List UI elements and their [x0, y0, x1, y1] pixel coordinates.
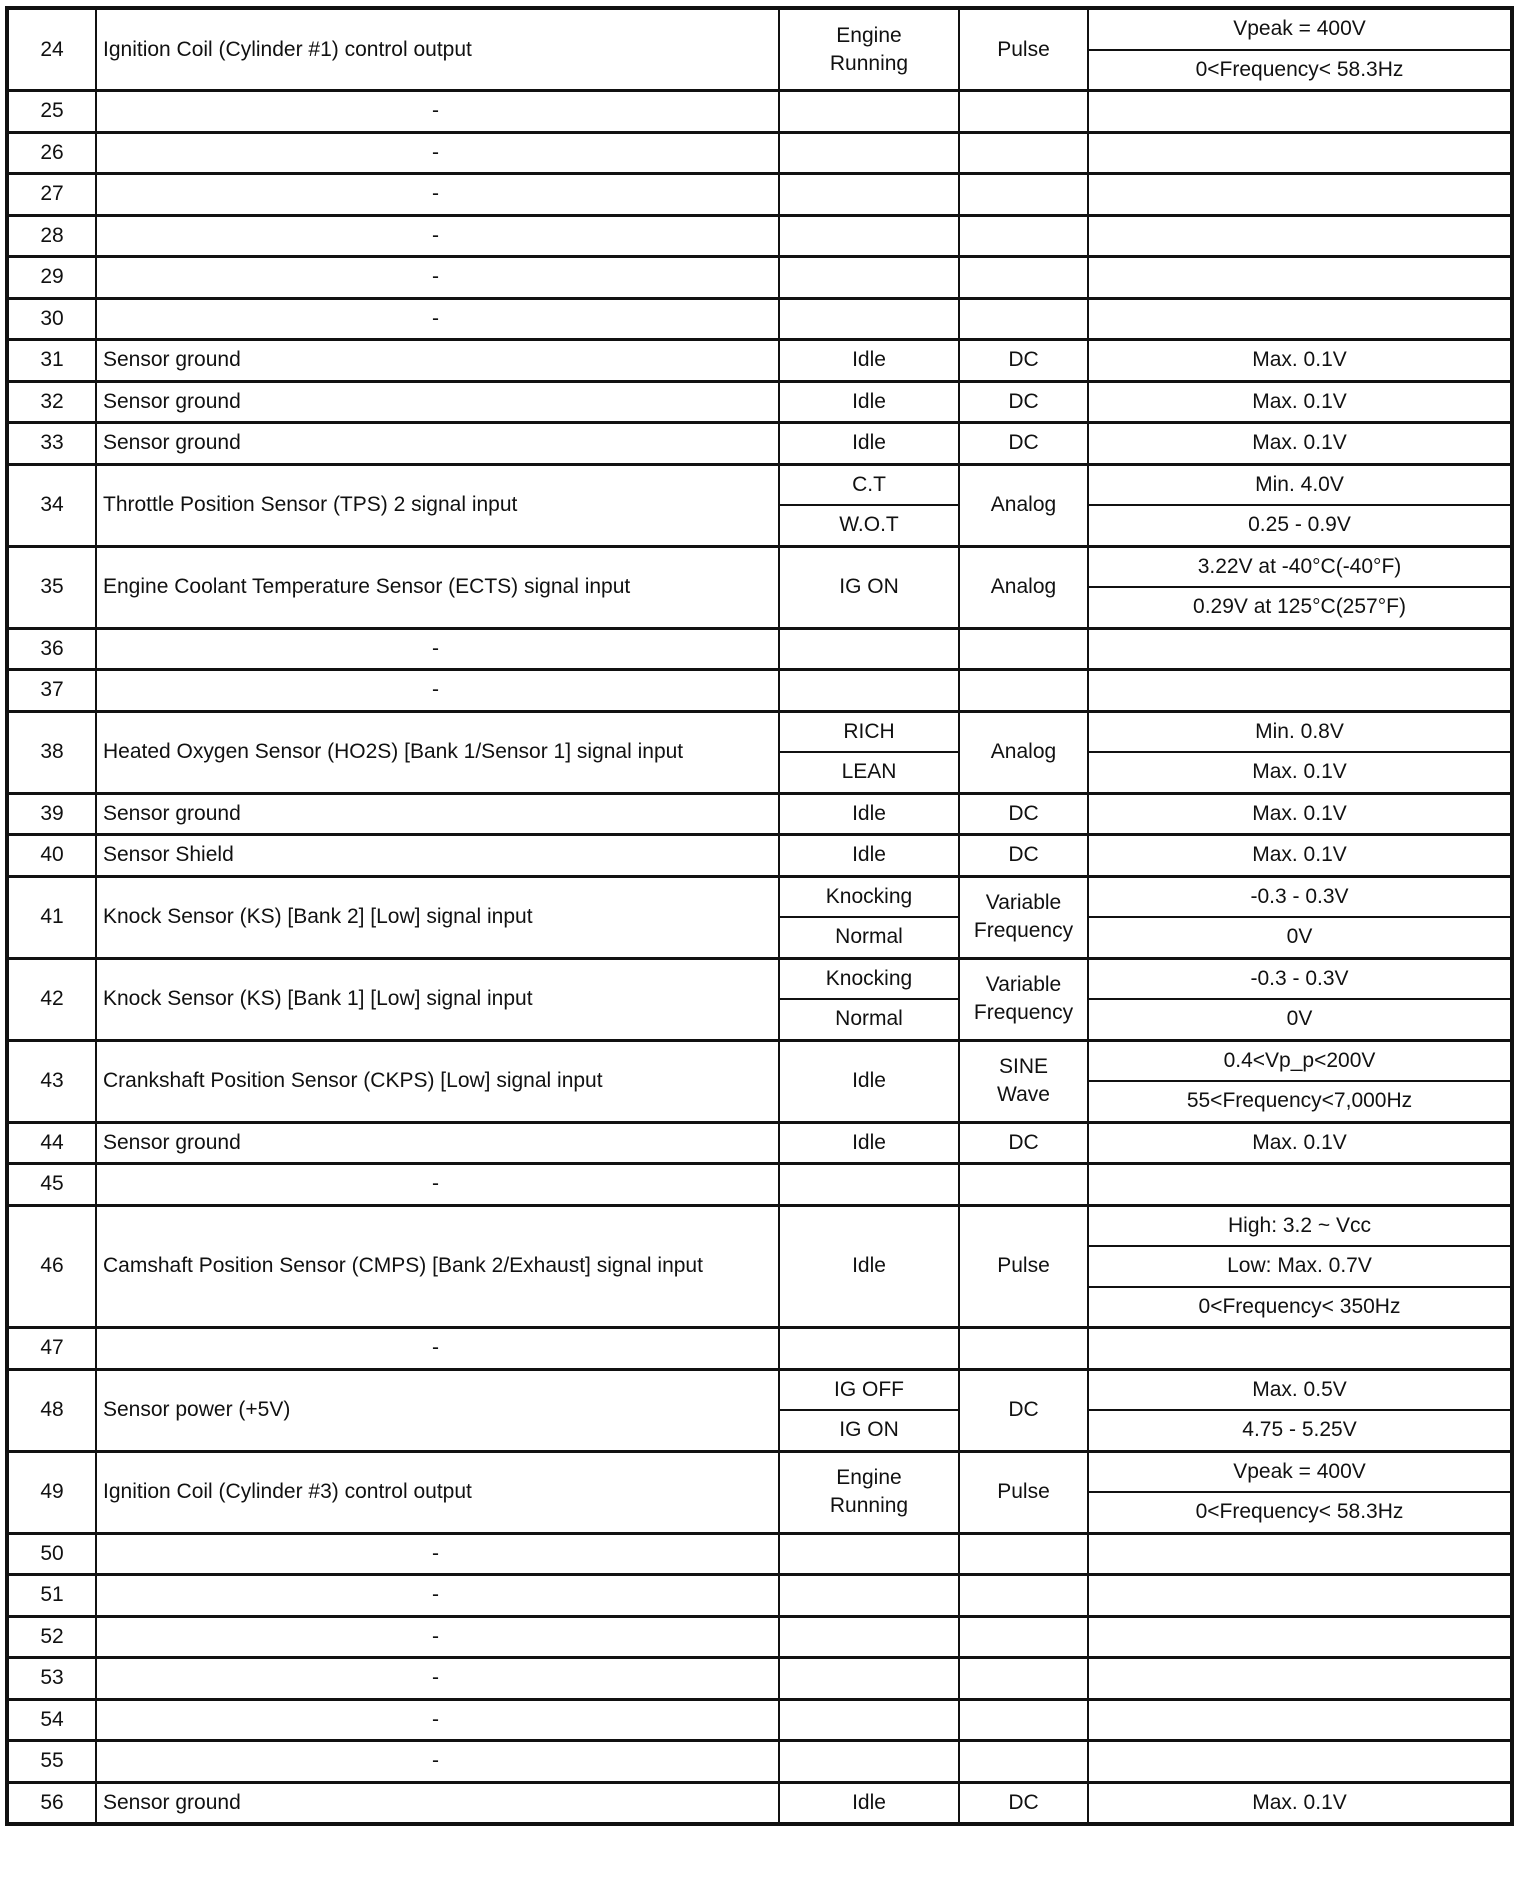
signal-type: DC [959, 1122, 1088, 1164]
pin-number: 38 [7, 711, 96, 793]
signal-level: Max. 0.1V [1088, 793, 1512, 835]
signal-level: 0<Frequency< 58.3Hz [1088, 1492, 1512, 1533]
signal-type [959, 628, 1088, 670]
pin-number: 36 [7, 628, 96, 670]
table-row [7, 91, 1512, 133]
table-row [7, 876, 1512, 917]
signal-type [959, 1741, 1088, 1783]
signal-type [959, 1164, 1088, 1206]
signal-type [959, 257, 1088, 299]
signal-type: DC [959, 835, 1088, 877]
signal-type [959, 174, 1088, 216]
condition [779, 1658, 959, 1700]
signal-level: Max. 0.1V [1088, 381, 1512, 423]
signal-type [959, 670, 1088, 712]
signal-type: DC [959, 793, 1088, 835]
condition [779, 1616, 959, 1658]
pin-number: 31 [7, 340, 96, 382]
table-row [7, 1782, 1512, 1824]
pin-description: - [96, 1328, 779, 1370]
table-row [7, 1616, 1512, 1658]
signal-type: Variable Frequency [959, 876, 1088, 958]
condition: Idle [779, 1205, 959, 1328]
pin-description: - [96, 628, 779, 670]
signal-type [959, 1616, 1088, 1658]
pin-description: - [96, 91, 779, 133]
table-row [7, 1699, 1512, 1741]
signal-type: Analog [959, 464, 1088, 546]
pin-description: Crankshaft Position Sensor (CKPS) [Low] signal input [96, 1040, 779, 1122]
condition [779, 1575, 959, 1617]
signal-level: Min. 4.0V [1088, 464, 1512, 505]
signal-level: High: 3.2 ~ Vcc [1088, 1205, 1512, 1246]
table-body [7, 8, 1512, 1824]
signal-type [959, 1533, 1088, 1575]
pin-description: - [96, 1741, 779, 1783]
signal-level: -0.3 - 0.3V [1088, 876, 1512, 917]
condition: Idle [779, 1040, 959, 1122]
signal-level [1088, 298, 1512, 340]
condition: Engine Running [779, 1451, 959, 1533]
pin-description: Knock Sensor (KS) [Bank 2] [Low] signal input [96, 876, 779, 958]
condition: Idle [779, 835, 959, 877]
signal-type [959, 1575, 1088, 1617]
table-row [7, 298, 1512, 340]
pin-description: Engine Coolant Temperature Sensor (ECTS) signal input [96, 546, 779, 628]
pin-description: Sensor ground [96, 381, 779, 423]
pin-description: Sensor ground [96, 340, 779, 382]
pin-description: - [96, 257, 779, 299]
condition [779, 1533, 959, 1575]
condition: Idle [779, 1122, 959, 1164]
condition: W.O.T [779, 505, 959, 546]
pin-description: Heated Oxygen Sensor (HO2S) [Bank 1/Sensor 1] signal input [96, 711, 779, 793]
condition: Idle [779, 1782, 959, 1824]
table-row [7, 958, 1512, 999]
table-row [7, 793, 1512, 835]
signal-type [959, 298, 1088, 340]
pin-signal-table [5, 6, 1514, 1826]
condition [779, 628, 959, 670]
signal-type [959, 91, 1088, 133]
condition [779, 1699, 959, 1741]
pin-number: 39 [7, 793, 96, 835]
signal-level: 0.25 - 0.9V [1088, 505, 1512, 546]
pin-description: Ignition Coil (Cylinder #1) control output [96, 8, 779, 91]
signal-level [1088, 257, 1512, 299]
condition: IG OFF [779, 1369, 959, 1410]
pin-number: 49 [7, 1451, 96, 1533]
condition: IG ON [779, 546, 959, 628]
table-row [7, 1658, 1512, 1700]
pin-number: 34 [7, 464, 96, 546]
table-row [7, 381, 1512, 423]
pin-number: 41 [7, 876, 96, 958]
signal-level: Max. 0.1V [1088, 1122, 1512, 1164]
signal-level: 55<Frequency<7,000Hz [1088, 1081, 1512, 1122]
table-row [7, 628, 1512, 670]
signal-level [1088, 1699, 1512, 1741]
pin-description: Throttle Position Sensor (TPS) 2 signal input [96, 464, 779, 546]
signal-type: DC [959, 1369, 1088, 1451]
signal-type: Analog [959, 546, 1088, 628]
signal-type: DC [959, 1782, 1088, 1824]
pin-description: - [96, 298, 779, 340]
condition: Normal [779, 917, 959, 958]
pin-number: 48 [7, 1369, 96, 1451]
signal-level: Vpeak = 400V [1088, 8, 1512, 50]
pin-number: 40 [7, 835, 96, 877]
table-row [7, 670, 1512, 712]
table-row [7, 1164, 1512, 1206]
pin-description: Sensor power (+5V) [96, 1369, 779, 1451]
table-row [7, 215, 1512, 257]
signal-type: Pulse [959, 8, 1088, 91]
signal-type: DC [959, 381, 1088, 423]
table-row [7, 340, 1512, 382]
condition: IG ON [779, 1410, 959, 1451]
signal-level [1088, 174, 1512, 216]
pin-number: 45 [7, 1164, 96, 1206]
pin-description: - [96, 1164, 779, 1206]
signal-level [1088, 91, 1512, 133]
signal-level: 0V [1088, 917, 1512, 958]
table-row [7, 835, 1512, 877]
table-row [7, 1451, 1512, 1492]
signal-type [959, 1658, 1088, 1700]
signal-level [1088, 628, 1512, 670]
table-row [7, 8, 1512, 50]
signal-type: Analog [959, 711, 1088, 793]
signal-type [959, 215, 1088, 257]
condition: Idle [779, 793, 959, 835]
signal-level: Max. 0.1V [1088, 423, 1512, 465]
pin-number: 47 [7, 1328, 96, 1370]
pin-number: 44 [7, 1122, 96, 1164]
pin-description: - [96, 670, 779, 712]
signal-type: Variable Frequency [959, 958, 1088, 1040]
pin-description: - [96, 174, 779, 216]
signal-level [1088, 132, 1512, 174]
table-row [7, 1575, 1512, 1617]
table-row [7, 1205, 1512, 1246]
pin-description: - [96, 1699, 779, 1741]
pin-number: 25 [7, 91, 96, 133]
pin-number: 55 [7, 1741, 96, 1783]
pin-description: - [96, 215, 779, 257]
table-row [7, 423, 1512, 465]
pin-number: 50 [7, 1533, 96, 1575]
pin-description: Sensor ground [96, 793, 779, 835]
signal-level [1088, 215, 1512, 257]
signal-level: 0V [1088, 999, 1512, 1040]
signal-level: 3.22V at -40°C(-40°F) [1088, 546, 1512, 587]
table-row [7, 546, 1512, 587]
pin-number: 27 [7, 174, 96, 216]
table-row [7, 1122, 1512, 1164]
condition [779, 298, 959, 340]
condition: RICH [779, 711, 959, 752]
condition [779, 257, 959, 299]
condition [779, 1328, 959, 1370]
condition [779, 91, 959, 133]
pin-description: Sensor Shield [96, 835, 779, 877]
signal-type [959, 132, 1088, 174]
table-row [7, 1741, 1512, 1783]
pin-number: 26 [7, 132, 96, 174]
signal-type [959, 1328, 1088, 1370]
pin-number: 33 [7, 423, 96, 465]
condition [779, 1164, 959, 1206]
signal-level [1088, 1328, 1512, 1370]
condition [779, 174, 959, 216]
pin-number: 56 [7, 1782, 96, 1824]
signal-level: 0.29V at 125°C(257°F) [1088, 587, 1512, 628]
pin-description: Knock Sensor (KS) [Bank 1] [Low] signal input [96, 958, 779, 1040]
signal-type: SINE Wave [959, 1040, 1088, 1122]
signal-level: Max. 0.1V [1088, 752, 1512, 793]
signal-level: Vpeak = 400V [1088, 1451, 1512, 1492]
signal-level: Max. 0.5V [1088, 1369, 1512, 1410]
pin-number: 53 [7, 1658, 96, 1700]
pin-number: 43 [7, 1040, 96, 1122]
signal-type: Pulse [959, 1205, 1088, 1328]
table-row [7, 464, 1512, 505]
pin-description: Sensor ground [96, 1122, 779, 1164]
signal-level: Max. 0.1V [1088, 835, 1512, 877]
signal-type: Pulse [959, 1451, 1088, 1533]
pin-description: - [96, 1658, 779, 1700]
pin-number: 35 [7, 546, 96, 628]
signal-level [1088, 1575, 1512, 1617]
signal-type [959, 1699, 1088, 1741]
table-row [7, 711, 1512, 752]
condition: Normal [779, 999, 959, 1040]
pin-description: Sensor ground [96, 1782, 779, 1824]
pin-description: - [96, 1533, 779, 1575]
pin-number: 54 [7, 1699, 96, 1741]
signal-level [1088, 1741, 1512, 1783]
signal-level: 0<Frequency< 58.3Hz [1088, 50, 1512, 91]
condition [779, 1741, 959, 1783]
pin-description: Camshaft Position Sensor (CMPS) [Bank 2/Exhaust] signal input [96, 1205, 779, 1328]
pin-number: 42 [7, 958, 96, 1040]
pin-number: 37 [7, 670, 96, 712]
signal-level [1088, 1658, 1512, 1700]
pin-number: 29 [7, 257, 96, 299]
signal-level [1088, 1616, 1512, 1658]
table-row [7, 174, 1512, 216]
condition [779, 132, 959, 174]
condition: LEAN [779, 752, 959, 793]
signal-level: Max. 0.1V [1088, 1782, 1512, 1824]
table-row [7, 257, 1512, 299]
signal-level: Low: Max. 0.7V [1088, 1246, 1512, 1287]
condition: C.T [779, 464, 959, 505]
pin-number: 30 [7, 298, 96, 340]
condition: Idle [779, 340, 959, 382]
condition: Knocking [779, 958, 959, 999]
pin-number: 24 [7, 8, 96, 91]
signal-level: 0<Frequency< 350Hz [1088, 1287, 1512, 1328]
signal-level: 0.4<Vp_p<200V [1088, 1040, 1512, 1081]
signal-level [1088, 1533, 1512, 1575]
pin-description: - [96, 132, 779, 174]
pin-description: Ignition Coil (Cylinder #3) control output [96, 1451, 779, 1533]
table-row [7, 1328, 1512, 1370]
pin-number: 46 [7, 1205, 96, 1328]
table-row [7, 1040, 1512, 1081]
condition: Idle [779, 381, 959, 423]
pin-description: Sensor ground [96, 423, 779, 465]
pin-description: - [96, 1575, 779, 1617]
pin-number: 51 [7, 1575, 96, 1617]
table-row [7, 1369, 1512, 1410]
signal-level [1088, 1164, 1512, 1206]
table-row [7, 132, 1512, 174]
signal-type: DC [959, 423, 1088, 465]
signal-type: DC [959, 340, 1088, 382]
pin-number: 32 [7, 381, 96, 423]
pin-number: 52 [7, 1616, 96, 1658]
condition [779, 215, 959, 257]
pin-number: 28 [7, 215, 96, 257]
condition: Idle [779, 423, 959, 465]
signal-level: -0.3 - 0.3V [1088, 958, 1512, 999]
signal-level [1088, 670, 1512, 712]
signal-level: 4.75 - 5.25V [1088, 1410, 1512, 1451]
condition [779, 670, 959, 712]
condition: Knocking [779, 876, 959, 917]
table-row [7, 1533, 1512, 1575]
pin-description: - [96, 1616, 779, 1658]
condition: Engine Running [779, 8, 959, 91]
signal-level: Max. 0.1V [1088, 340, 1512, 382]
signal-level: Min. 0.8V [1088, 711, 1512, 752]
